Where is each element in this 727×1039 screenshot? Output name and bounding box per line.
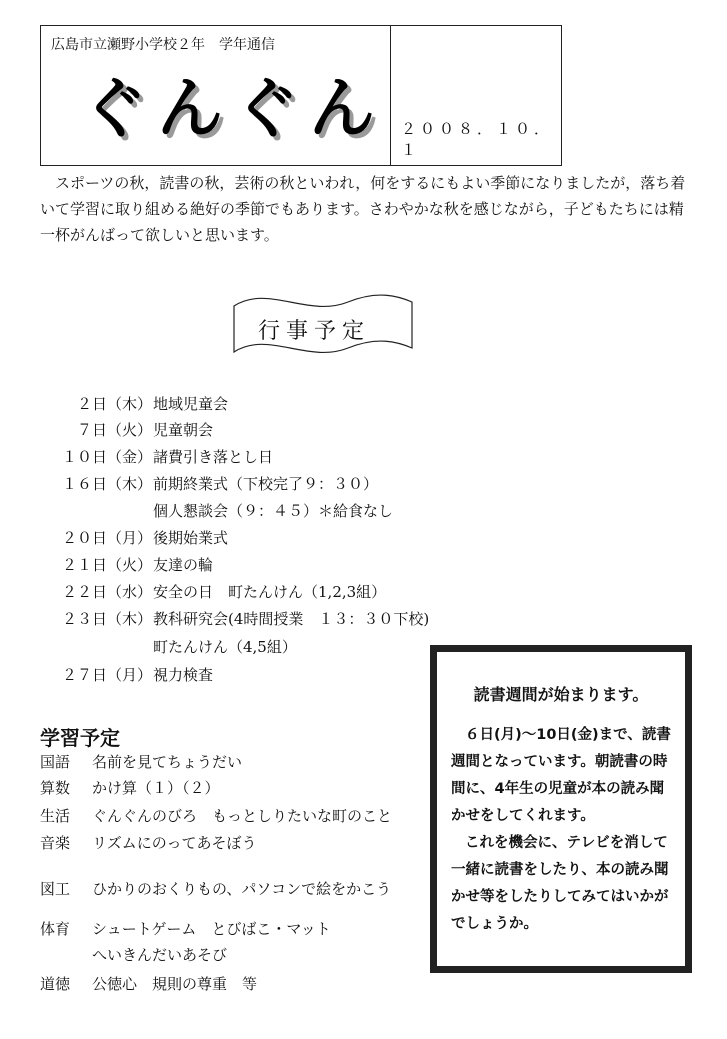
- topic: ぐんぐんのびろ もっとしりたいな町のこと: [92, 807, 393, 825]
- subject: 図工: [40, 880, 71, 898]
- intro-paragraph: スポーツの秋，読書の秋，芸術の秋といわれ，何をするにもよい季節になりましたが，落ち着いて学習に取り組める絶好の季節でもあります。さわやかな秋を感じながら，子どもたちには精一杯がんばって欲しいと思います。: [40, 174, 686, 244]
- schedule-date: ２１日（火）: [61, 556, 152, 574]
- topic: へいきんだいあそび: [92, 946, 228, 964]
- schedule-date: ７日（火）: [76, 421, 152, 439]
- topic: かけ算（１）（２）: [92, 779, 220, 797]
- schedule-event: 前期終業式（下校完了９：３０）: [153, 475, 379, 493]
- subject: 道徳: [40, 975, 71, 993]
- subject: 国語: [40, 753, 71, 771]
- subject: 音楽: [40, 834, 71, 852]
- schedule-event: 個人懇談会（９：４５）＊給食なし: [153, 502, 394, 520]
- schedule-date: ２２日（水）: [61, 583, 152, 601]
- topic: 名前を見てちょうだい: [92, 753, 243, 771]
- schedule-event: 教科研究会(4時間授業 １３：３０下校): [153, 610, 430, 628]
- schedule-date: １０日（金）: [61, 448, 152, 466]
- newsletter-title: ぐんぐん: [81, 70, 385, 147]
- notice-paragraph: ６日(月)～10日(金)まで、読書週間となっています。朝読書の時間に、4年生の児童が本の読み聞かせをしてくれます。: [451, 727, 671, 824]
- learning-heading: 学習予定: [40, 726, 120, 750]
- notice-title: 読書週間が始まります。: [473, 685, 649, 704]
- notice-paragraph: これを機会に、テレビを消して一緒に読書をしたり、本の読み聞かせ等をしたりしてみてはいかがでしょうか。: [451, 835, 669, 932]
- schedule-date: ２日（木）: [76, 395, 152, 413]
- events-heading: 行事予定: [258, 319, 371, 344]
- subject: 算数: [40, 779, 71, 797]
- school-name: 広島市立瀬野小学校２年 学年通信: [51, 37, 275, 53]
- reading-week-notice: [430, 645, 692, 973]
- schedule-date: １６日（木）: [61, 475, 152, 493]
- schedule-event: 町たんけん（4,5組）: [153, 638, 297, 656]
- schedule-date: ２３日（木）: [61, 610, 152, 628]
- schedule-date: ２０日（月）: [61, 529, 152, 547]
- schedule-date: ２７日（月）: [61, 666, 152, 684]
- topic: リズムにのってあそぼう: [92, 834, 257, 852]
- subject: 体育: [40, 920, 71, 938]
- subject: 生活: [40, 807, 71, 825]
- topic: シュートゲーム とびばこ・マット: [92, 920, 331, 938]
- schedule-event: 後期始業式: [153, 529, 229, 547]
- header-title-cell: [41, 26, 391, 165]
- schedule-event: 諸費引き落とし日: [153, 448, 274, 466]
- issue-date: ２００８．１０．１: [401, 120, 554, 159]
- schedule-event: 視力検査: [153, 666, 214, 684]
- schedule-event: 児童朝会: [153, 421, 214, 439]
- schedule-event: 友達の輪: [153, 556, 214, 574]
- notice-body: [451, 722, 675, 938]
- topic: ひかりのおくりもの、パソコンで絵をかこう: [92, 880, 392, 898]
- schedule-event: 安全の日 町たんけん（1,2,3組）: [153, 583, 387, 601]
- topic: 公徳心 規則の尊重 等: [92, 975, 258, 993]
- newsletter-header: [40, 25, 562, 166]
- schedule-event: 地域児童会: [153, 395, 229, 413]
